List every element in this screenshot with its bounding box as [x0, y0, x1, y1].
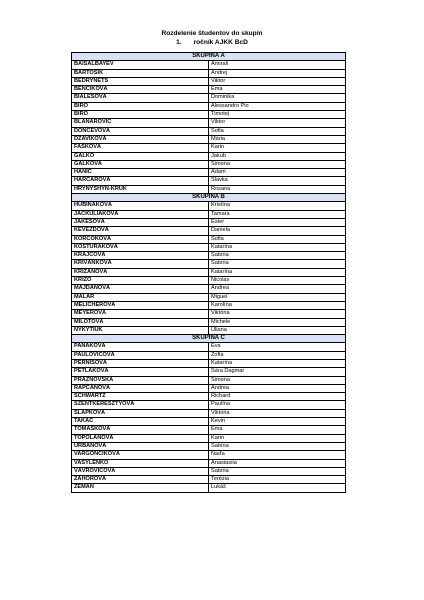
- table-row: [72, 218, 346, 226]
- student-surname: MALÁR: [72, 293, 209, 301]
- student-surname: SCHWARTZ: [72, 393, 209, 401]
- student-given-name: Katarína: [209, 268, 346, 276]
- student-surname: BIRO: [72, 102, 209, 110]
- student-given-name: Simona: [209, 160, 346, 168]
- student-surname: KOSTURÁKOVÁ: [72, 243, 209, 251]
- table-row: [72, 111, 346, 119]
- student-surname: PAULOVIČOVÁ: [72, 351, 209, 359]
- group-header: SKUPINA A: [72, 53, 346, 61]
- table-row: [72, 152, 346, 160]
- student-surname: BIALEŠOVÁ: [72, 94, 209, 102]
- table-row: [72, 393, 346, 401]
- student-surname: KORČOKOVÁ: [72, 235, 209, 243]
- student-surname: URBANOVÁ: [72, 442, 209, 450]
- student-surname: KRIVÁŇKOVÁ: [72, 260, 209, 268]
- table-row: [72, 310, 346, 318]
- table-row: [72, 426, 346, 434]
- table-row: [72, 343, 346, 351]
- student-given-name: Andrej: [209, 69, 346, 77]
- student-surname: NYKYTIUK: [72, 326, 209, 334]
- table-row: [72, 484, 346, 492]
- student-given-name: Daniela: [209, 227, 346, 235]
- student-surname: HANIC: [72, 169, 209, 177]
- student-surname: ZÁHOROVÁ: [72, 476, 209, 484]
- student-given-name: Miguel: [209, 293, 346, 301]
- table-row: [72, 144, 346, 152]
- student-surname: MAJDANOVÁ: [72, 285, 209, 293]
- student-given-name: Eva: [209, 343, 346, 351]
- student-given-name: Timotej: [209, 111, 346, 119]
- table-row: [72, 359, 346, 367]
- student-given-name: Uliana: [209, 326, 346, 334]
- student-given-name: Sofia: [209, 127, 346, 135]
- student-surname: FAŠKOVÁ: [72, 144, 209, 152]
- student-surname: TOMÁŠKOVÁ: [72, 426, 209, 434]
- table-row: [72, 135, 346, 143]
- student-surname: GALKOVÁ: [72, 160, 209, 168]
- student-surname: VARGONČÍKOVÁ: [72, 451, 209, 459]
- student-surname: MILOTOVÁ: [72, 318, 209, 326]
- student-surname: VÁVROVIČOVÁ: [72, 467, 209, 475]
- student-given-name: Katarína: [209, 243, 346, 251]
- student-given-name: Adam: [209, 169, 346, 177]
- table-row: [72, 409, 346, 417]
- table-row: [72, 368, 346, 376]
- student-surname: ŠLAPKOVÁ: [72, 409, 209, 417]
- student-given-name: Sára Dagmar: [209, 368, 346, 376]
- student-surname: MELICHEROVÁ: [72, 301, 209, 309]
- student-given-name: Viktória: [209, 409, 346, 417]
- group-header-row: [72, 335, 346, 343]
- group-header: SKUPINA C: [72, 335, 346, 343]
- student-given-name: Ema: [209, 426, 346, 434]
- table-row: [72, 243, 346, 251]
- student-surname: VASYLENKO: [72, 459, 209, 467]
- student-given-name: Mária: [209, 135, 346, 143]
- table-row: [72, 77, 346, 85]
- student-given-name: Viktor: [209, 77, 346, 85]
- student-surname: BLANAROVIČ: [72, 119, 209, 127]
- student-given-name: Paulína: [209, 401, 346, 409]
- document-subtitle: [0, 38, 424, 47]
- student-surname: PERNIŠOVÁ: [72, 359, 209, 367]
- table-row: [72, 293, 346, 301]
- student-group-table-body: [72, 53, 346, 493]
- student-given-name: Michele: [209, 318, 346, 326]
- student-surname: BEDRYNETS: [72, 77, 209, 85]
- table-row: [72, 69, 346, 77]
- student-surname: PETLÁKOVÁ: [72, 368, 209, 376]
- table-row: [72, 376, 346, 384]
- table-row: [72, 418, 346, 426]
- student-given-name: Andrea: [209, 285, 346, 293]
- student-surname: BENČÍKOVÁ: [72, 86, 209, 94]
- group-header-row: [72, 194, 346, 202]
- student-surname: BARTOŠÍK: [72, 69, 209, 77]
- document-title: Rozdelenie študentov do skupín: [161, 30, 263, 37]
- student-surname: KRIŽO: [72, 277, 209, 285]
- student-surname: JACKULIAKOVÁ: [72, 210, 209, 218]
- student-given-name: Kristína: [209, 202, 346, 210]
- student-given-name: Richard: [209, 393, 346, 401]
- student-given-name: Slavka: [209, 177, 346, 185]
- table-row: [72, 285, 346, 293]
- student-surname: PANÁKOVÁ: [72, 343, 209, 351]
- table-row: [72, 401, 346, 409]
- table-row: [72, 61, 346, 69]
- student-given-name: Jakub: [209, 152, 346, 160]
- student-surname: ZEMAN: [72, 484, 209, 492]
- student-surname: PRÁZNOVSKÁ: [72, 376, 209, 384]
- table-row: [72, 102, 346, 110]
- table-row: [72, 86, 346, 94]
- student-given-name: Lukáš: [209, 484, 346, 492]
- student-given-name: Sabína: [209, 442, 346, 450]
- table-row: [72, 326, 346, 334]
- student-surname: HRYNYSHYN-KRUK: [72, 185, 209, 193]
- student-given-name: Rosana: [209, 185, 346, 193]
- group-header-row: [72, 53, 346, 61]
- table-row: [72, 252, 346, 260]
- student-surname: KRIŽANOVÁ: [72, 268, 209, 276]
- student-group-table: [71, 52, 346, 493]
- student-surname: BAISALBAYEV: [72, 61, 209, 69]
- student-surname: SZENTKERESZTYOVÁ: [72, 401, 209, 409]
- student-given-name: Amirali: [209, 61, 346, 69]
- student-surname: RAPČANOVÁ: [72, 384, 209, 392]
- student-surname: BÍRÓ: [72, 111, 209, 119]
- student-given-name: Viktor: [209, 119, 346, 127]
- table-row: [72, 301, 346, 309]
- subtitle-number: 1.: [176, 39, 182, 46]
- table-row: [72, 434, 346, 442]
- table-row: [72, 318, 346, 326]
- student-given-name: Sabína: [209, 252, 346, 260]
- table-row: [72, 442, 346, 450]
- table-row: [72, 351, 346, 359]
- table-row: [72, 169, 346, 177]
- student-given-name: Ester: [209, 218, 346, 226]
- table-row: [72, 268, 346, 276]
- student-given-name: Naďa: [209, 451, 346, 459]
- table-row: [72, 185, 346, 193]
- table-row: [72, 277, 346, 285]
- student-surname: KRAJCOVÁ: [72, 252, 209, 260]
- student-given-name: Sabína: [209, 260, 346, 268]
- group-header: SKUPINA B: [72, 194, 346, 202]
- student-given-name: Ema: [209, 86, 346, 94]
- table-row: [72, 177, 346, 185]
- student-given-name: Simona: [209, 376, 346, 384]
- student-given-name: Anastasiia: [209, 459, 346, 467]
- student-surname: DŽAVÍKOVÁ: [72, 135, 209, 143]
- student-given-name: Katarína: [209, 359, 346, 367]
- table-row: [72, 202, 346, 210]
- student-given-name: Tamara: [209, 210, 346, 218]
- subtitle-text: ročník AJKK BcD: [193, 39, 248, 46]
- student-given-name: Žofia: [209, 351, 346, 359]
- table-row: [72, 127, 346, 135]
- student-surname: TOPOLANOVÁ: [72, 434, 209, 442]
- student-surname: GALKO: [72, 152, 209, 160]
- table-row: [72, 119, 346, 127]
- student-given-name: Viktória: [209, 310, 346, 318]
- table-row: [72, 384, 346, 392]
- table-row: [72, 160, 346, 168]
- table-row: [72, 459, 346, 467]
- student-given-name: Sofia: [209, 235, 346, 243]
- student-given-name: Alessandro Pio: [209, 102, 346, 110]
- student-given-name: Andrea: [209, 384, 346, 392]
- student-surname: KEVEŽDOVÁ: [72, 227, 209, 235]
- table-row: [72, 235, 346, 243]
- student-given-name: Terézia: [209, 476, 346, 484]
- student-given-name: Karolína: [209, 301, 346, 309]
- student-surname: DONČEVOVÁ: [72, 127, 209, 135]
- student-given-name: Dominika: [209, 94, 346, 102]
- table-row: [72, 227, 346, 235]
- table-row: [72, 467, 346, 475]
- student-given-name: Karin: [209, 144, 346, 152]
- student-surname: HUBINÁKOVÁ: [72, 202, 209, 210]
- student-given-name: Nicolas: [209, 277, 346, 285]
- student-given-name: Kevin: [209, 418, 346, 426]
- student-given-name: Karin: [209, 434, 346, 442]
- student-surname: JAKEŠOVÁ: [72, 218, 209, 226]
- table-row: [72, 451, 346, 459]
- student-surname: MEYEROVÁ: [72, 310, 209, 318]
- student-surname: TAKÁČ: [72, 418, 209, 426]
- table-row: [72, 210, 346, 218]
- student-given-name: Sabína: [209, 467, 346, 475]
- student-surname: HARČÁROVÁ: [72, 177, 209, 185]
- table-row: [72, 260, 346, 268]
- table-row: [72, 94, 346, 102]
- table-row: [72, 476, 346, 484]
